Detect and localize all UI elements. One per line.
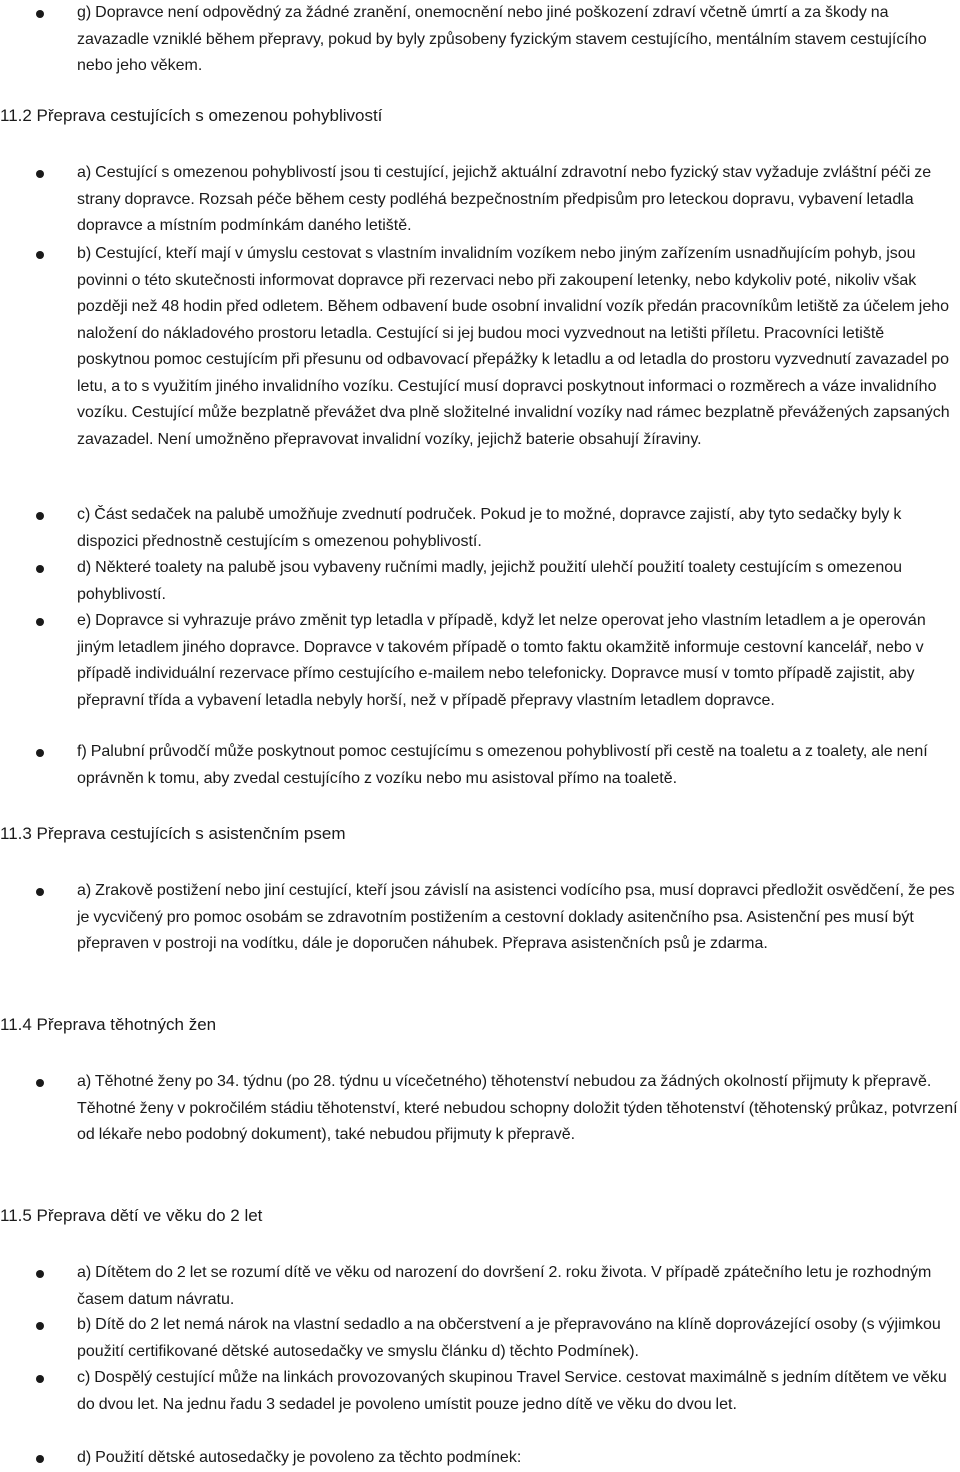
bullet-icon [36,1079,44,1087]
bullet-icon [36,1270,44,1278]
bullet-icon [36,1455,44,1463]
bullet-icon [36,618,44,626]
list-item-text: a) Zrakově postižení nebo jiní cestující, kteří jsou závislí na asistenci vodícího psa, musí dopravci předložit osvědčení, že pes je vycvičený pro pomoc osobám se zdravotním postižením a cestovní doklady asitenčního psa. Asistenční pes musí být přepraven v postroji na vodítku, dále je doporučen náhubek. Přeprava asistenčních psů je zdarma. [77,882,955,952]
section-heading: 11.2 Přeprava cestujících s omezenou pohyblivostí [0,106,383,125]
bullet-icon [36,1322,44,1330]
section-heading: 11.3 Přeprava cestujících s asistenčním psem [0,824,346,843]
bullet-icon [36,512,44,520]
bullet-icon [36,10,44,18]
list-item [0,739,960,793]
bullet-icon [36,565,44,573]
list-item [0,878,960,985]
list-item [0,1445,960,1471]
list-item [0,1365,960,1445]
list-item-text: a) Dítětem do 2 let se rozumí dítě ve věku od narození do dovršení 2. roku života. V případě zpátečního letu je rozhodným časem datum návratu. [77,1264,932,1308]
list-item-text: a) Těhotné ženy po 34. týdnu (po 28. týdnu u vícečetného) těhotenství nebudou za žádných okolností přijmuty k přepravě. Těhotné ženy v pokročilém stádiu těhotenství, které nebudou schopny doložit týden těhotenství (těhotenský průkaz, potvrzení od lékaře nebo podobný dokument), také nebudou přijmuty k přepravě. [77,1073,958,1143]
list-item [0,1312,960,1366]
list-item-text: d) Některé toalety na palubě jsou vybaveny ručními madly, jejichž použití ulehčí použití toalety cestujícím s omezenou pohyblivostí. [77,559,903,603]
bullet-icon [36,1375,44,1383]
list-item [0,555,960,609]
list-item [0,1260,960,1314]
section-heading: 11.4 Přeprava těhotných žen [0,1015,217,1034]
bullet-icon [36,749,44,757]
list-item [0,502,960,556]
bullet-icon [36,251,44,259]
list-item-text: b) Dítě do 2 let nemá nárok na vlastní sedadlo a na občerstvení a je přepravováno na klíně doprovázející osoby (s výjimkou použití certifikované dětské autosedačky ve smyslu článku d) těchto Podmínek). [77,1316,941,1360]
list-item [0,1069,960,1176]
list-item-text: b) Cestující, kteří mají v úmyslu cestovat s vlastním invalidním vozíkem nebo jiným zařízením usnadňujícím pohyb, jsou povinni o této skutečnosti informovat dopravce při rezervaci nebo při zakoupení letenky, nebo kdykoliv poté, nikoliv však později než 48 hodin před odletem. Během odbavení bude osobní invalidní vozík předán pracovníkům letiště za účelem jeho naložení do nákladového prostoru letadla. Cestující si jej budou moci vyzvednout na letišti příletu. Pracovníci letiště poskytnou pomoc cestujícím při přesunu od odbavovací přepážky k letadlu a od letadla do prostoru vyzvednutí zavazadel po letu, a to s využitím jiného invalidního vozíku. Cestující musí dopravci poskytnout informaci o rozměrech a váze invalidního vozíku. Cestující může bezplatně převážet dva plně složitelné invalidní vozíky nad rámec bezplatně převážených zapsaných zavazadel. Není umožněno přepravovat invalidní vozíky, jejichž baterie obsahují žíraviny. [77,245,950,448]
list-item-text: f) Palubní průvodčí může poskytnout pomoc cestujícímu s omezenou pohyblivostí při cestě na toaletu a z toalety, ale není oprávněn k tomu, aby zvedal cestujícího z vozíku nebo mu asistoval přímo na toaletě. [77,743,928,787]
list-item-text: c) Část sedaček na palubě umožňuje zvednutí područek. Pokud je to možné, dopravce zajistí, aby tyto sedačky byly k dispozici přednostně cestujícím s omezenou pohyblivostí. [77,506,902,550]
list-item-text: a) Cestující s omezenou pohyblivostí jsou ti cestující, jejichž aktuální zdravotní nebo fyzický stav vyžaduje zvláštní péči ze strany dopravce. Rozsah péče během cesty podléhá bezpečnostním předpisům pro leteckou dopravu, vybavení letadla dopravce a místním podmínkám daného letiště. [77,164,932,234]
list-item-text: d) Použití dětské autosedačky je povoleno za těchto podmínek: [77,1449,522,1466]
bullet-icon [36,170,44,178]
list-item [0,241,960,506]
section-heading: 11.5 Přeprava dětí ve věku do 2 let [0,1206,263,1225]
list-item-text: g) Dopravce není odpovědný za žádné zranění, onemocnění nebo jiné poškození zdraví včetně úmrtí a za škody na zavazadle vzniklé během přepravy, pokud by byly způsobeny fyzickým stavem cestujícího, mentálním stavem cestujícího nebo jeho věkem. [77,4,927,74]
list-item [0,0,960,80]
list-item-text: c) Dospělý cestující může na linkách provozovaných skupinou Travel Service. cestovat maximálně s jedním dítětem ve věku do dvou let. Na jednu řadu 3 sedadel je povoleno umístit pouze jedno dítě ve věku do dvou let. [77,1369,947,1413]
list-item [0,160,960,240]
bullet-icon [36,888,44,896]
list-item-text: e) Dopravce si vyhrazuje právo změnit typ letadla v případě, když let nelze operovat jeho vlastním letadlem a je operován jiným letadlem jiného dopravce. Dopravce v takovém případě o tomto faktu okamžitě informuje cestovní kancelář, nebo v případě individuální rezervace přímo cestujícího e-mailem nebo telefonicky. Dopravce musí v tomto případě zajistit, aby přepravní třída a vybavení letadla nebyly horší, než v případě přepravy vlastním letadlem dopravce. [77,612,926,709]
list-item [0,608,960,741]
